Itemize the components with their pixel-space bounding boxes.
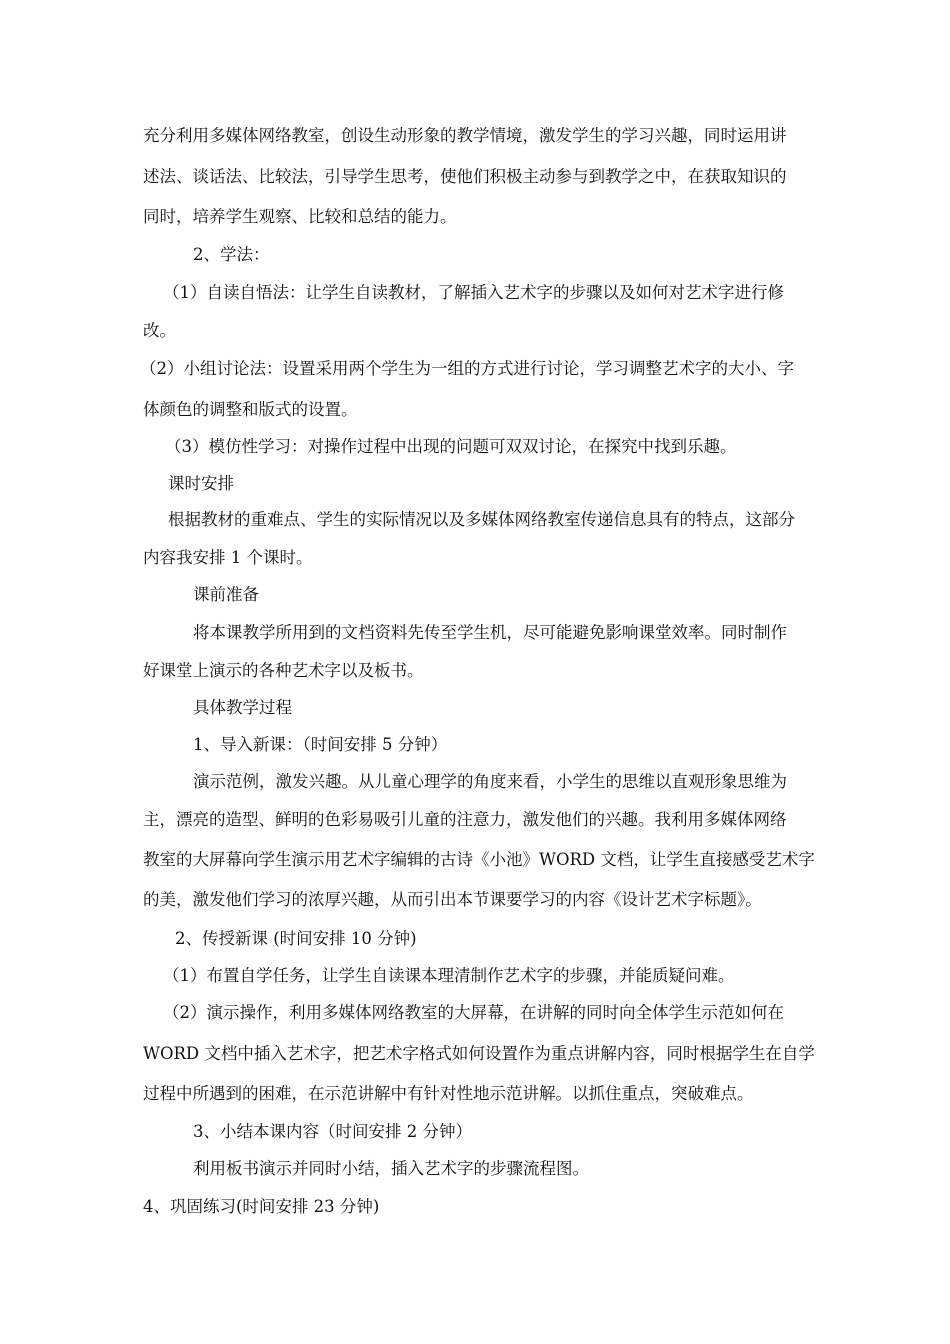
- paragraph-line: 充分利用多媒体网络教室，创设生动形象的教学情境，激发学生的学习兴趣，同时运用讲: [143, 126, 787, 145]
- paragraph-line: （1）布置自学任务，让学生自读课本理清制作艺术字的步骤，并能质疑问难。: [163, 966, 735, 985]
- paragraph-line: 内容我安排 1 个课时。: [143, 548, 313, 567]
- paragraph-line: （2）小组讨论法：设置采用两个学生为一组的方式进行讨论，学习调整艺术字的大小、字: [140, 359, 794, 378]
- section-heading: 具体教学过程: [193, 698, 292, 717]
- section-heading: 3、小结本课内容（时间安排 2 分钟）: [193, 1122, 472, 1141]
- paragraph-line: 将本课教学所用到的文档资料先传至学生机，尽可能避免影响课堂效率。同时制作: [193, 623, 787, 642]
- paragraph-line: （3）模仿性学习：对操作过程中出现的问题可双双讨论，在探究中找到乐趣。: [165, 437, 737, 456]
- paragraph-line: 好课堂上演示的各种艺术字以及板书。: [143, 661, 424, 680]
- paragraph-line: 体颜色的调整和版式的设置。: [143, 400, 358, 419]
- paragraph-line: 过程中所遇到的困难，在示范讲解中有针对性地示范讲解。以抓住重点，突破难点。: [143, 1084, 754, 1103]
- section-heading: 课时安排: [168, 474, 234, 493]
- section-heading: 4、巩固练习(时间安排 23 分钟): [143, 1197, 380, 1216]
- paragraph-line: 的美，激发他们学习的浓厚兴趣，从而引出本节课要学习的内容《设计艺术字标题》。: [143, 890, 762, 909]
- paragraph-line: 主，漂亮的造型、鲜明的色彩易吸引儿童的注意力，激发他们的兴趣。我利用多媒体网络: [143, 810, 787, 829]
- section-heading: 课前准备: [193, 585, 259, 604]
- paragraph-line: 改。: [143, 321, 176, 340]
- section-heading: 1、导入新课：（时间安排 5 分钟）: [193, 735, 448, 754]
- section-heading: 2、传授新课 (时间安排 10 分钟): [175, 929, 417, 948]
- paragraph-line: （2）演示操作，利用多媒体网络教室的大屏幕，在讲解的同时向全体学生示范如何在: [163, 1003, 784, 1022]
- paragraph-line: 利用板书演示并同时小结，插入艺术字的步骤流程图。: [193, 1159, 589, 1178]
- paragraph-line: 演示范例，激发兴趣。从儿童心理学的角度来看，小学生的思维以直观形象思维为: [193, 772, 787, 791]
- paragraph-line: 述法、谈话法、比较法，引导学生思考，使他们积极主动参与到教学之中，在获取知识的: [143, 167, 787, 186]
- paragraph-line: WORD 文档中插入艺术字，把艺术字格式如何设置作为重点讲解内容，同时根据学生在自学: [143, 1044, 815, 1063]
- paragraph-line: 教室的大屏幕向学生演示用艺术字编辑的古诗《小池》WORD 文档，让学生直接感受艺术字: [143, 850, 815, 869]
- paragraph-line: 同时，培养学生观察、比较和总结的能力。: [143, 207, 457, 226]
- paragraph-line: （1）自读自悟法：让学生自读教材，了解插入艺术字的步骤以及如何对艺术字进行修: [163, 283, 784, 302]
- section-heading: 2、学法：: [193, 245, 270, 264]
- paragraph-line: 根据教材的重难点、学生的实际情况以及多媒体网络教室传递信息具有的特点，这部分: [168, 510, 795, 529]
